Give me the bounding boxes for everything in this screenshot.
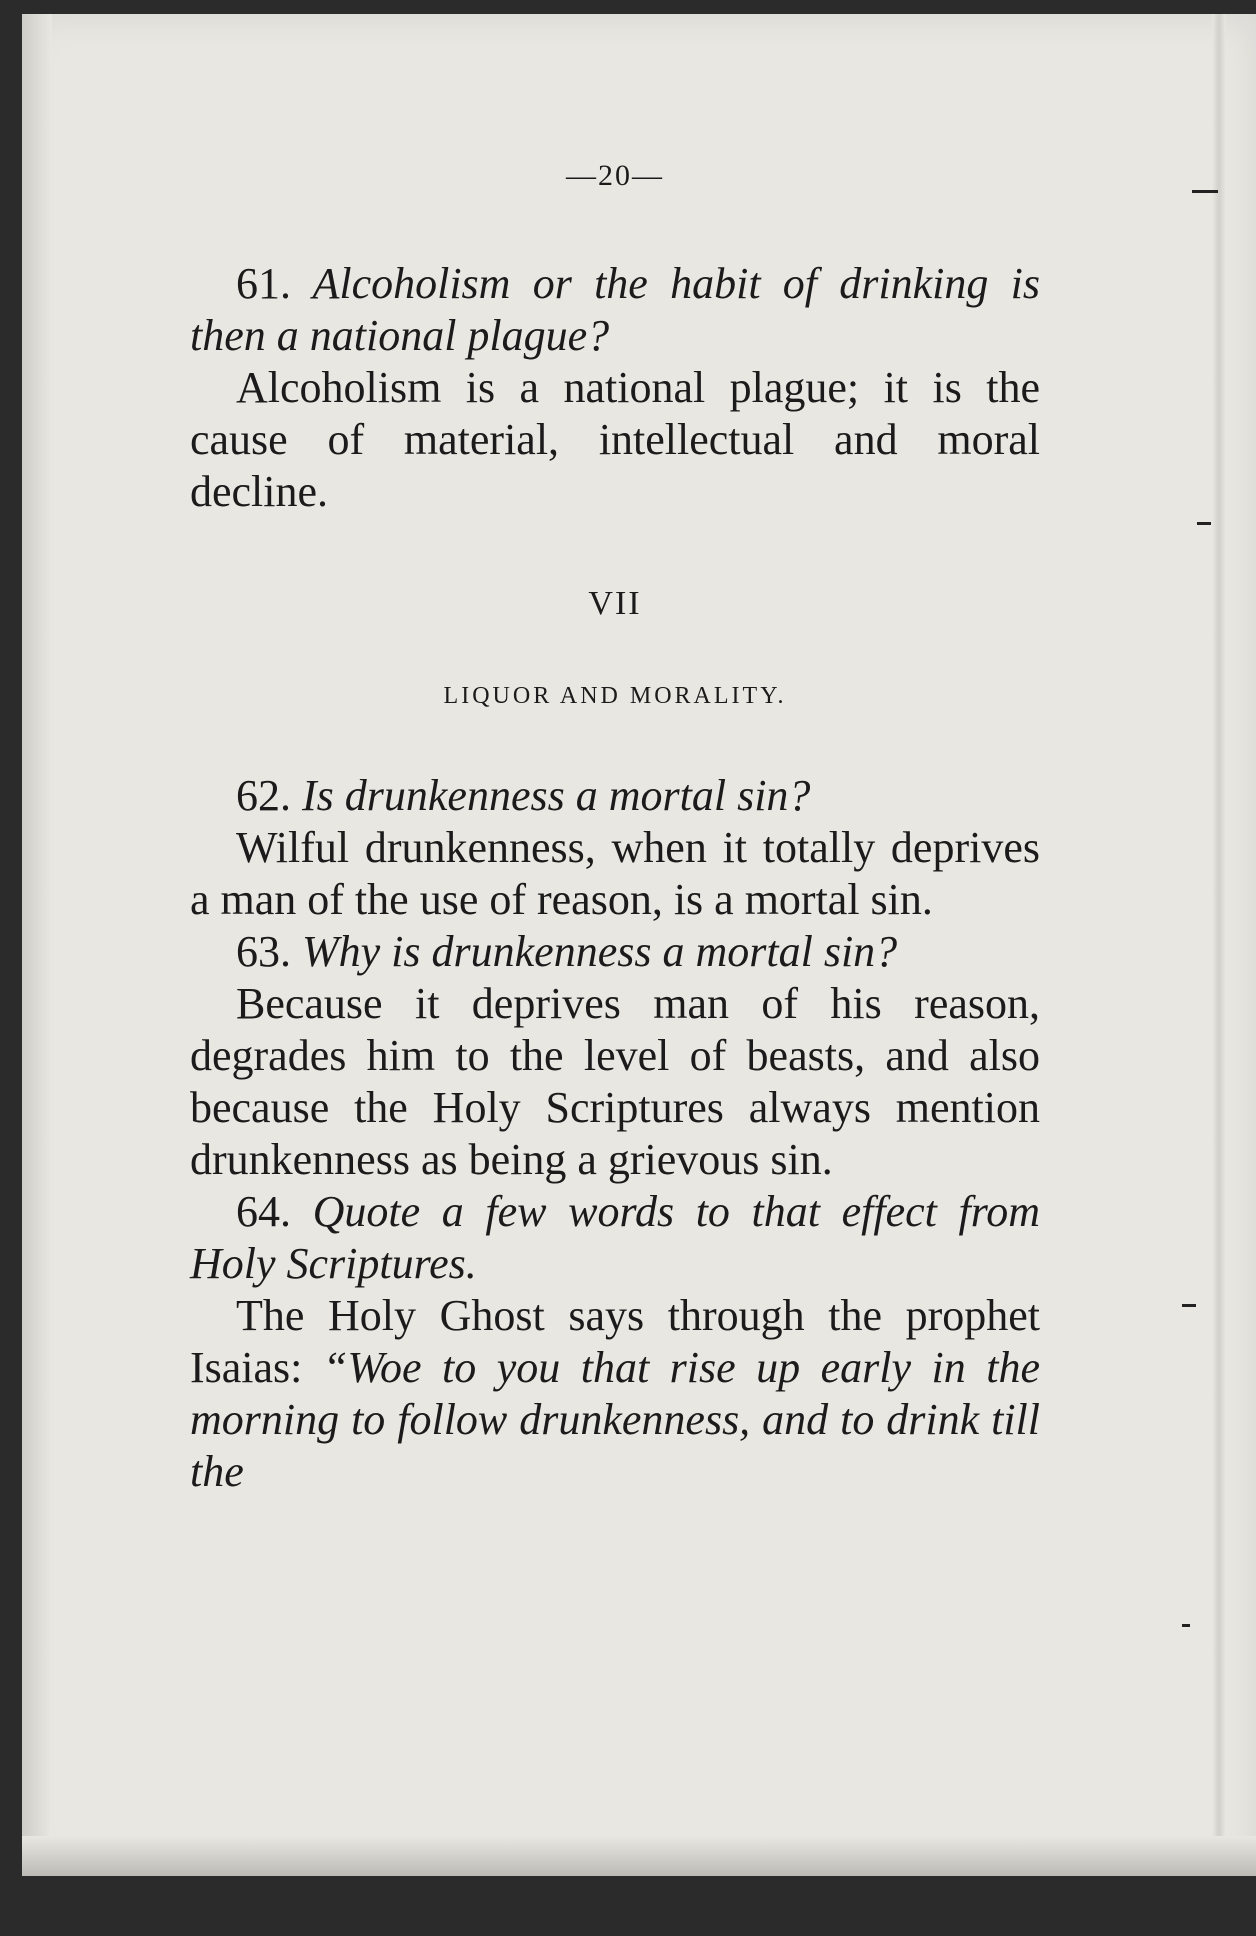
question-text: Why is drunkenness a mortal sin?	[302, 927, 898, 976]
question-text: Quote a few words to that effect from Holy Scriptures.	[190, 1187, 1040, 1288]
section-title: LIQUOR AND MORALITY.	[443, 683, 787, 709]
answer-62: Wilful drunkenness, when it totally deprives a man of the use of reason, is a mortal sin.	[190, 823, 1040, 924]
question-number: 62.	[236, 771, 291, 820]
question-text: Alcoholism or the habit of drinking is then a national plague?	[190, 259, 1040, 360]
answer-61: Alcoholism is a national plague; it is the cause of material, intellectual and moral decline.	[190, 363, 1040, 516]
margin-mark	[1192, 190, 1218, 193]
question-64	[190, 1186, 1040, 1290]
page-gutter	[1212, 14, 1226, 1876]
page-bottom-shadow	[22, 1836, 1256, 1876]
question-number: 63.	[236, 927, 291, 976]
question-63	[190, 926, 1040, 978]
question-62	[190, 770, 1040, 822]
section-number: VII	[588, 585, 642, 622]
answer-text: The Holy Ghost says through the prophet Isaias:	[190, 1291, 1040, 1392]
scripture-quote: “Woe to you that rise up early in the morning to follow drunkenness, and to drink till the	[190, 1343, 1041, 1496]
margin-mark	[1182, 1304, 1196, 1307]
margin-mark	[1197, 522, 1211, 525]
question-number: 64.	[236, 1187, 291, 1236]
question-number: 61.	[236, 259, 291, 308]
answer-64	[190, 1290, 1040, 1498]
margin-mark	[1182, 1624, 1190, 1627]
answer-63: Because it deprives man of his reason, degrades him to the level of beasts, and also because the Holy Scriptures always mention drunkenness as being a grievous sin.	[190, 979, 1040, 1184]
question-text: Is drunkenness a mortal sin?	[302, 771, 811, 820]
page-text	[190, 150, 1040, 1498]
question-61	[190, 258, 1040, 362]
page-edge	[22, 14, 52, 1876]
page-number: —20—	[566, 159, 664, 192]
